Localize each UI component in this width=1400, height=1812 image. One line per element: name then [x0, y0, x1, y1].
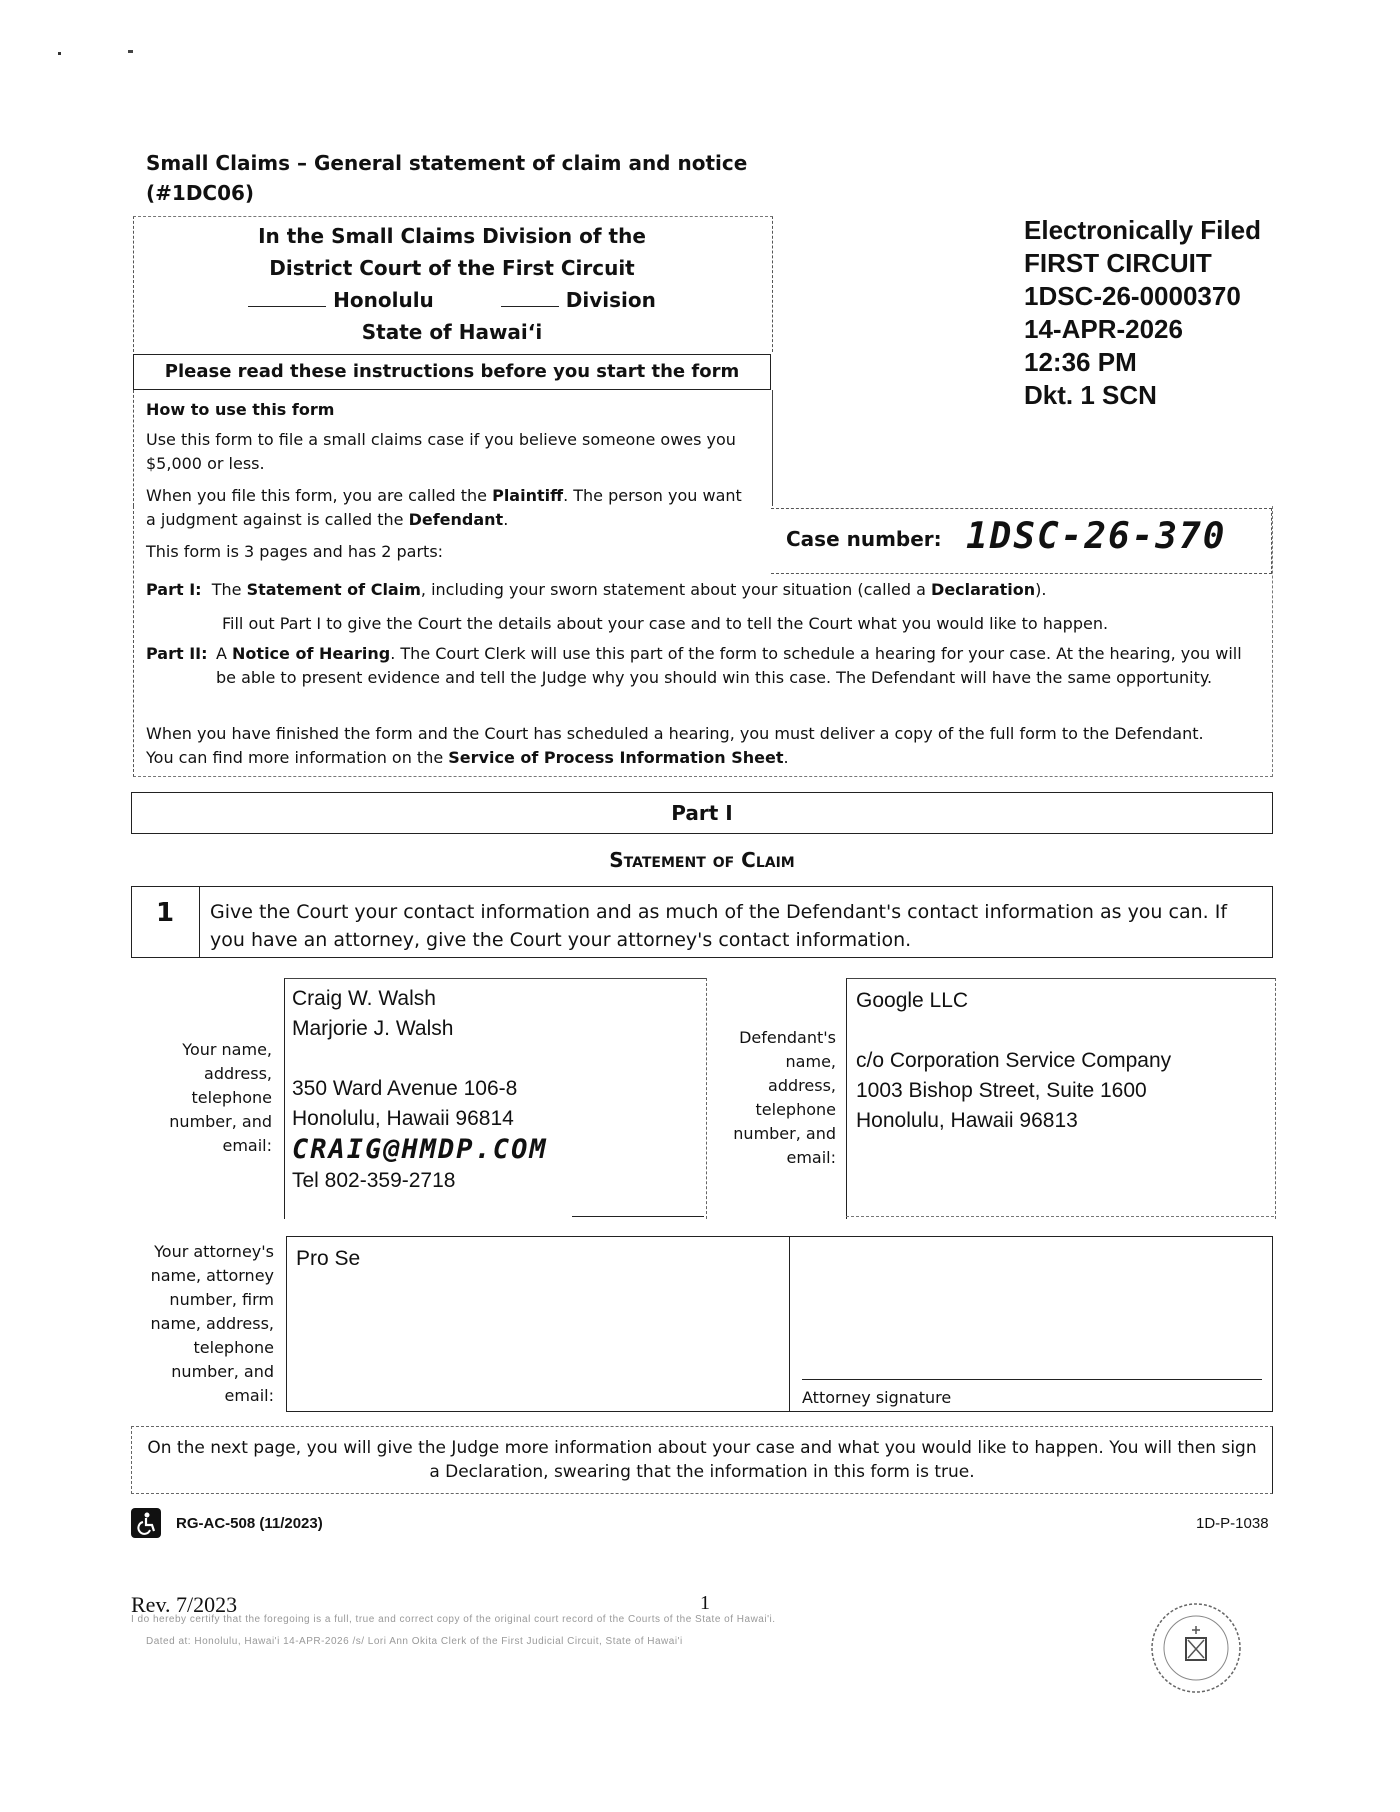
attorney-signature-line[interactable]	[802, 1379, 1262, 1380]
part1-description: Part I: The Statement of Claim, including your sworn statement about your situation (called a Declaration).	[146, 580, 1047, 599]
form-title: Small Claims – General statement of claim and notice (#1DC06)	[146, 151, 748, 205]
defendant-name: Google LLC	[856, 989, 969, 1012]
accessibility-icon	[131, 1508, 161, 1538]
division-label: Division	[565, 288, 656, 312]
case-number-value[interactable]: 1DSC-26-370	[966, 516, 1227, 557]
attorney-signature-label: Attorney signature	[802, 1388, 952, 1407]
defendant-address3: Honolulu, Hawaii 96813	[856, 1109, 1078, 1132]
instructions-banner: Please read these instructions before you start the form	[133, 354, 771, 390]
court-state: State of Hawai‘i	[361, 320, 543, 344]
defendant-address2: 1003 Bishop Street, Suite 1600	[856, 1079, 1147, 1102]
court-seal	[1148, 1600, 1244, 1696]
attorney-label: Your attorney's name, attorney number, firm name, address, telephone number, and email:	[150, 1242, 274, 1405]
instructions-p3: This form is 3 pages and has 2 parts:	[146, 542, 444, 561]
court-line1: In the Small Claims Division of the	[258, 224, 646, 248]
instructions-p2: When you file this form, you are called the Plaintiff. The person you want a judgment against is called the Defendant.	[146, 486, 742, 529]
right-form-code: 1D-P-1038	[1196, 1515, 1269, 1532]
plaintiff-name2: Marjorie J. Walsh	[292, 1017, 454, 1040]
more-info: You can find more information on the Service of Process Information Sheet.	[146, 748, 789, 767]
part1-description-line2: Fill out Part I to give the Court the details about your case and to tell the Court what you would like to happen.	[222, 614, 1109, 633]
page-number: 1	[700, 1592, 710, 1614]
plaintiff-address1: 350 Ward Avenue 106-8	[292, 1077, 518, 1100]
attorney-field[interactable]	[286, 1236, 1273, 1412]
court-line2: District Court of the First Circuit	[269, 256, 635, 280]
attorney-value: Pro Se	[296, 1247, 361, 1270]
electronic-filing-stamp: Electronically Filed FIRST CIRCUIT 1DSC-26-0000370 14-APR-2026 12:36 PM Dkt. 1 SCN	[1024, 215, 1261, 410]
deliver-instructions: When you have finished the form and the Court has scheduled a hearing, you must deliver a copy of the full form to the Defendant.	[146, 724, 1204, 743]
plaintiff-label: Your name, address, telephone number, and email:	[169, 1040, 272, 1155]
circuit-name: Honolulu	[333, 288, 434, 312]
revision: Rev. 7/2023	[131, 1592, 238, 1617]
plaintiff-phone: Tel 802-359-2718	[292, 1169, 456, 1192]
section1-text: Give the Court your contact information and as much of the Defendant's contact information as you can. If you have an attorney, give the Court your attorney's contact information.	[210, 901, 1228, 951]
certification-line1: I do hereby certify that the foregoing is a full, true and correct copy of the original court record of the Courts of the State of Hawai'i.	[131, 1614, 776, 1625]
plaintiff-address2: Honolulu, Hawaii 96814	[292, 1107, 514, 1130]
plaintiff-name1: Craig W. Walsh	[292, 987, 436, 1010]
form-code: RG-AC-508 (11/2023)	[176, 1515, 323, 1532]
plaintiff-block	[292, 984, 548, 1196]
next-page-note: On the next page, you will give the Judge more information about your case and what you would like to happen. You will then sign a Declaration, swearing that the information in this form is true.	[147, 1438, 1257, 1482]
court-header	[133, 220, 771, 348]
part2-description: Part II: A Notice of Hearing. The Court Clerk will use this part of the form to schedule a hearing for your case. At the hearing, you will be able to present evidence and tell the Judge why you should win this case. The Defendant will have the same opportunity.	[146, 644, 1242, 687]
defendant-address1: c/o Corporation Service Company	[856, 1049, 1172, 1072]
section1-number: 1	[155, 898, 175, 928]
scan-mark	[128, 50, 133, 53]
how-to-heading: How to use this form	[146, 400, 335, 419]
certification-line2: Dated at: Honolulu, Hawai'i 14-APR-2026 /s/ Lori Ann Okita Clerk of the First Judicial Circuit, State of Hawai'i	[146, 1636, 683, 1647]
statement-of-claim-heading: Statement of Claim	[609, 848, 795, 872]
part1-heading: Part I	[131, 792, 1273, 834]
plaintiff-email: CRAIG@HMDP.COM	[292, 1134, 548, 1165]
defendant-label: Defendant's name, address, telephone number, and email:	[733, 1028, 836, 1167]
scan-mark	[58, 52, 61, 55]
case-number-label: Case number:	[786, 527, 942, 551]
instructions-p1: Use this form to file a small claims case if you believe someone owes you $5,000 or less.	[146, 430, 736, 473]
defendant-block	[856, 986, 1171, 1136]
